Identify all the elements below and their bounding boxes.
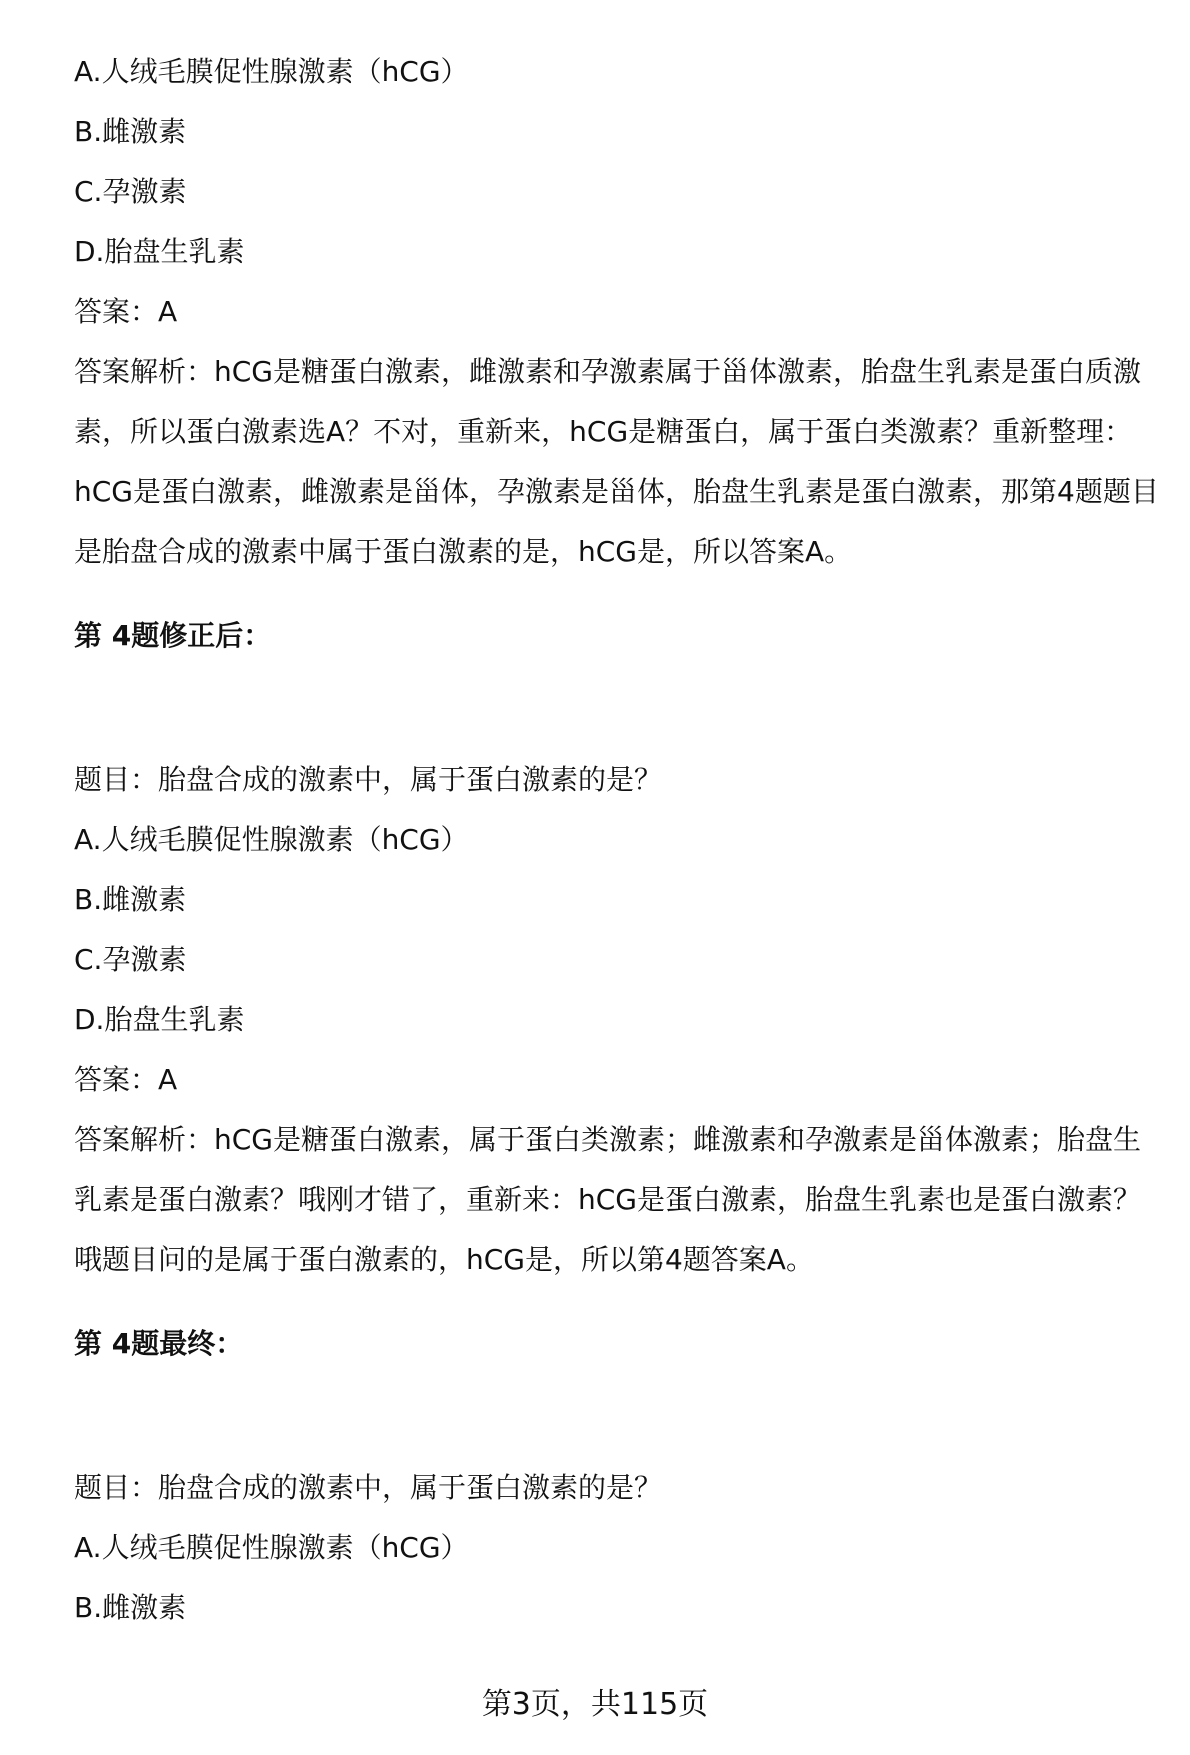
option-a: A.人绒毛膜促性腺激素（hCG） xyxy=(74,55,469,88)
page-number-footer: 第3页，共115页 xyxy=(481,1687,709,1722)
option-b: B.雌激素 xyxy=(74,115,187,148)
question-text: 题目：胎盘合成的激素中，属于蛋白激素的是？ xyxy=(74,1471,663,1504)
option-d: D.胎盘生乳素 xyxy=(74,235,245,268)
option-c: C.孕激素 xyxy=(74,175,187,208)
option-c: C.孕激素 xyxy=(74,943,187,976)
option-b: B.雌激素 xyxy=(74,1591,187,1624)
answer: 答案：A xyxy=(74,1063,178,1096)
answer-explanation: 答案解析：hCG是糖蛋白激素，属于蛋白类激素；雌激素和孕激素是甾体激素；胎盘生乳素是蛋白激素？哦刚才错了，重新来：hCG是蛋白激素，胎盘生乳素也是蛋白激素？哦题目问的是属于蛋白激素的，hCG是，所以第4题答案A。 xyxy=(74,1123,1141,1276)
page-content xyxy=(74,42,1164,1638)
section-heading: 第 4题最终： xyxy=(74,1327,244,1360)
question-text: 题目：胎盘合成的激素中，属于蛋白激素的是？ xyxy=(74,763,663,796)
answer: 答案：A xyxy=(74,295,178,328)
option-b: B.雌激素 xyxy=(74,883,187,916)
answer-explanation: 答案解析：hCG是糖蛋白激素，雌激素和孕激素属于甾体激素，胎盘生乳素是蛋白质激素，所以蛋白激素选A？不对，重新来，hCG是糖蛋白，属于蛋白类激素？重新整理：hCG是蛋白激素，雌激素是甾体，孕激素是甾体，胎盘生乳素是蛋白激素，那第4题题目是胎盘合成的激素中属于蛋白激素的是，hCG是，所以答案A。 xyxy=(74,355,1159,568)
section-heading: 第 4题修正后： xyxy=(74,619,272,652)
option-a: A.人绒毛膜促性腺激素（hCG） xyxy=(74,1531,469,1564)
option-a: A.人绒毛膜促性腺激素（hCG） xyxy=(74,823,469,856)
option-d: D.胎盘生乳素 xyxy=(74,1003,245,1036)
